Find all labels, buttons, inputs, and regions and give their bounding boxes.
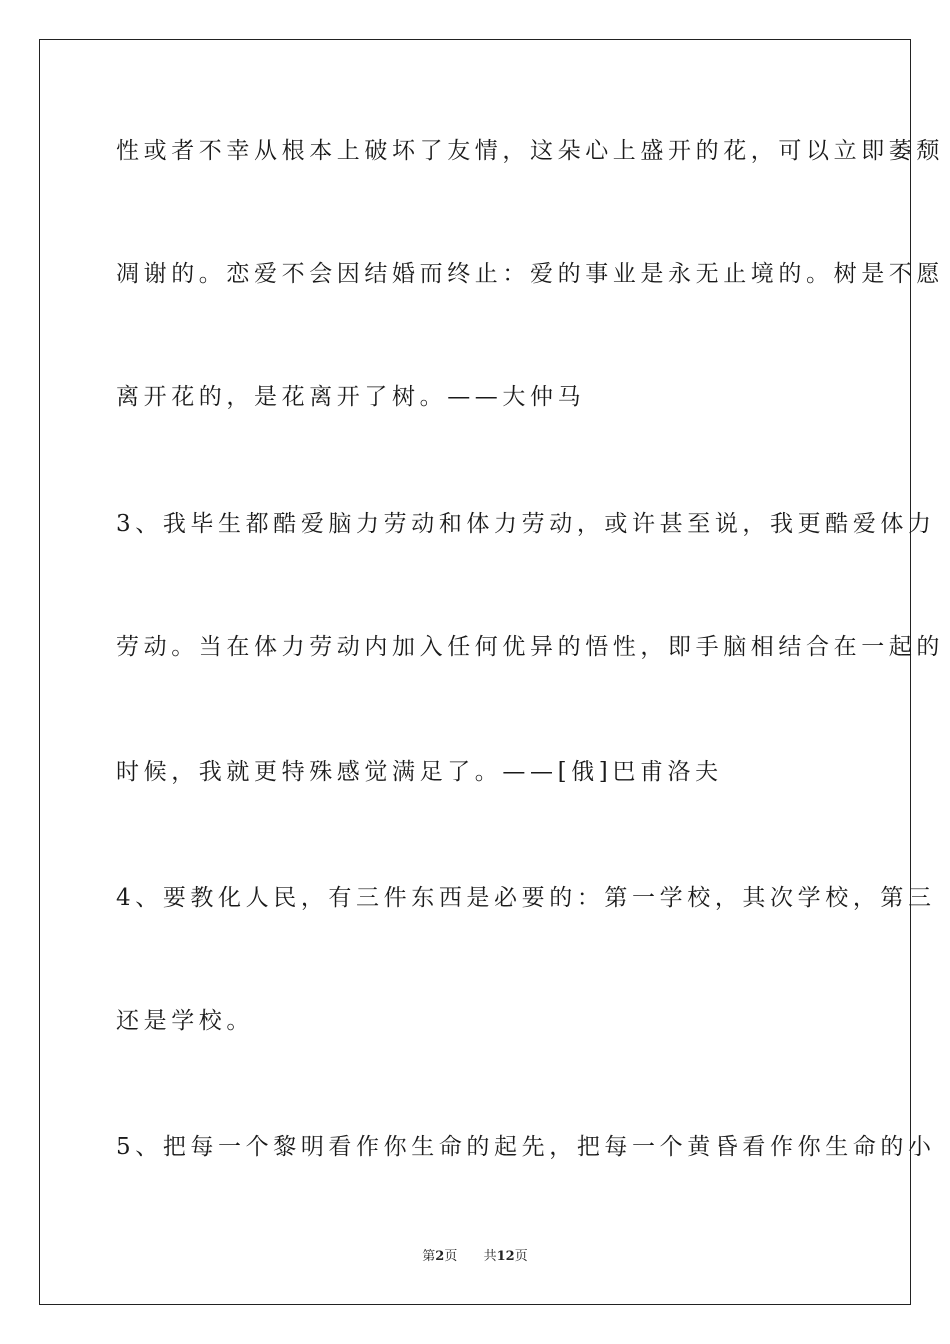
body-text-line: 离开花的，是花离开了树。——大仲马 <box>116 384 586 410</box>
footer-total-suffix: 页 <box>514 1249 528 1264</box>
body-text-line: 劳动。当在体力劳动内加入任何优异的悟性，即手脑相结合在一起的 <box>116 634 944 660</box>
body-text-line: 凋谢的。恋爱不会因结婚而终止：爱的事业是永无止境的。树是不愿 <box>116 261 944 287</box>
body-text-line: 3、我毕生都酷爱脑力劳动和体力劳动，或许甚至说，我更酷爱体力 <box>116 511 936 537</box>
page-border <box>39 39 944 1305</box>
footer-page-number: 2 <box>435 1249 445 1264</box>
body-text-line: 性或者不幸从根本上破坏了友情，这朵心上盛开的花，可以立即萎颓 <box>116 138 944 164</box>
footer-total-number: 12 <box>496 1249 515 1264</box>
footer-page-prefix: 第 <box>422 1249 436 1264</box>
footer-page-suffix: 页 <box>444 1249 458 1264</box>
page-footer <box>0 1248 950 1266</box>
body-text-line: 时候，我就更特殊感觉满足了。——[俄]巴甫洛夫 <box>116 759 723 785</box>
footer-total-prefix: 共 <box>483 1249 497 1264</box>
body-text-line: 5、把每一个黎明看作你生命的起先，把每一个黄昏看作你生命的小 <box>116 1134 936 1160</box>
body-text-line: 还是学校。 <box>116 1008 254 1034</box>
body-text-line: 4、要教化人民，有三件东西是必要的：第一学校，其次学校，第三 <box>116 885 936 911</box>
